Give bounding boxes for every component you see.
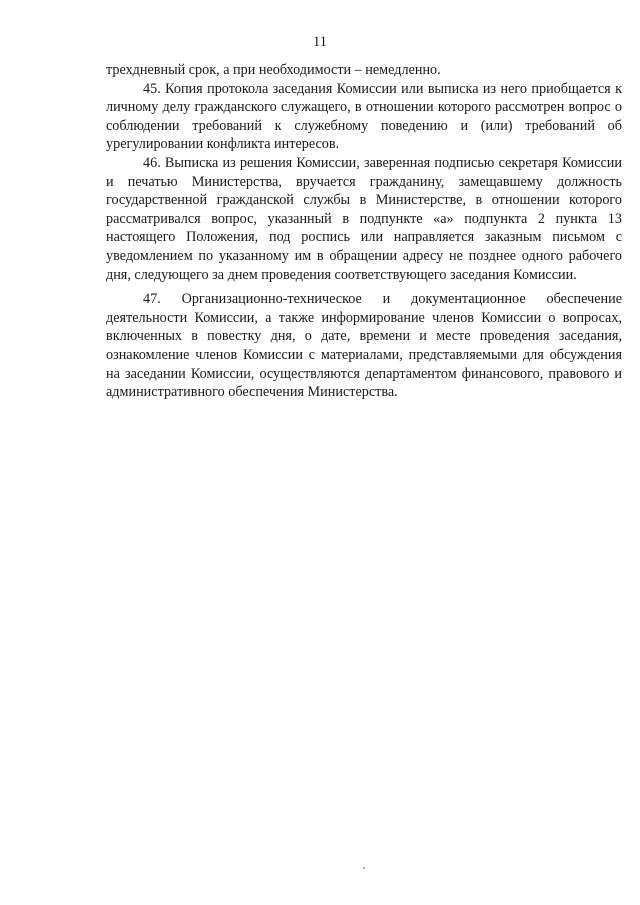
page-number: 11 [313,34,327,50]
paragraph-47: 47. Организационно-техническое и документационное обеспечение деятельности Комиссии, а также информирование членов Комиссии о вопросах, включенных в повестку дня, о дате, времени и месте проведения заседания, ознакомление членов Комиссии с материалами, представляемыми для обсуждения на заседании Комиссии, осуществляются департаментом финансового, правового и административного обеспечения Министерства. [106,291,622,401]
scan-speck [363,867,365,869]
paragraph-continuation: трехдневный срок, а при необходимости – немедленно. [106,62,441,78]
paragraph-45: 45. Копия протокола заседания Комиссии или выписка из него приобщается к личному делу гражданского служащего, в отношении которого рассмотрен вопрос о соблюдении требований к служебному поведению и (или) требований об урегулировании конфликта интересов. [106,80,622,153]
paragraph-46: 46. Выписка из решения Комиссии, заверенная подписью секретаря Комиссии и печатью Министерства, вручается гражданину, замещавшему должность государственной гражданской службы в Министерстве, в отношении которого рассматривался вопрос, указанный в подпункте «а» подпункта 2 пункта 13 настоящего Положения, под роспись или направляется заказным письмом с уведомлением по указанному им в обращении адресу не позднее одного рабочего дня, следующего за днем проведения соответствующего заседания Комиссии. [106,154,622,283]
document-body [106,61,622,402]
